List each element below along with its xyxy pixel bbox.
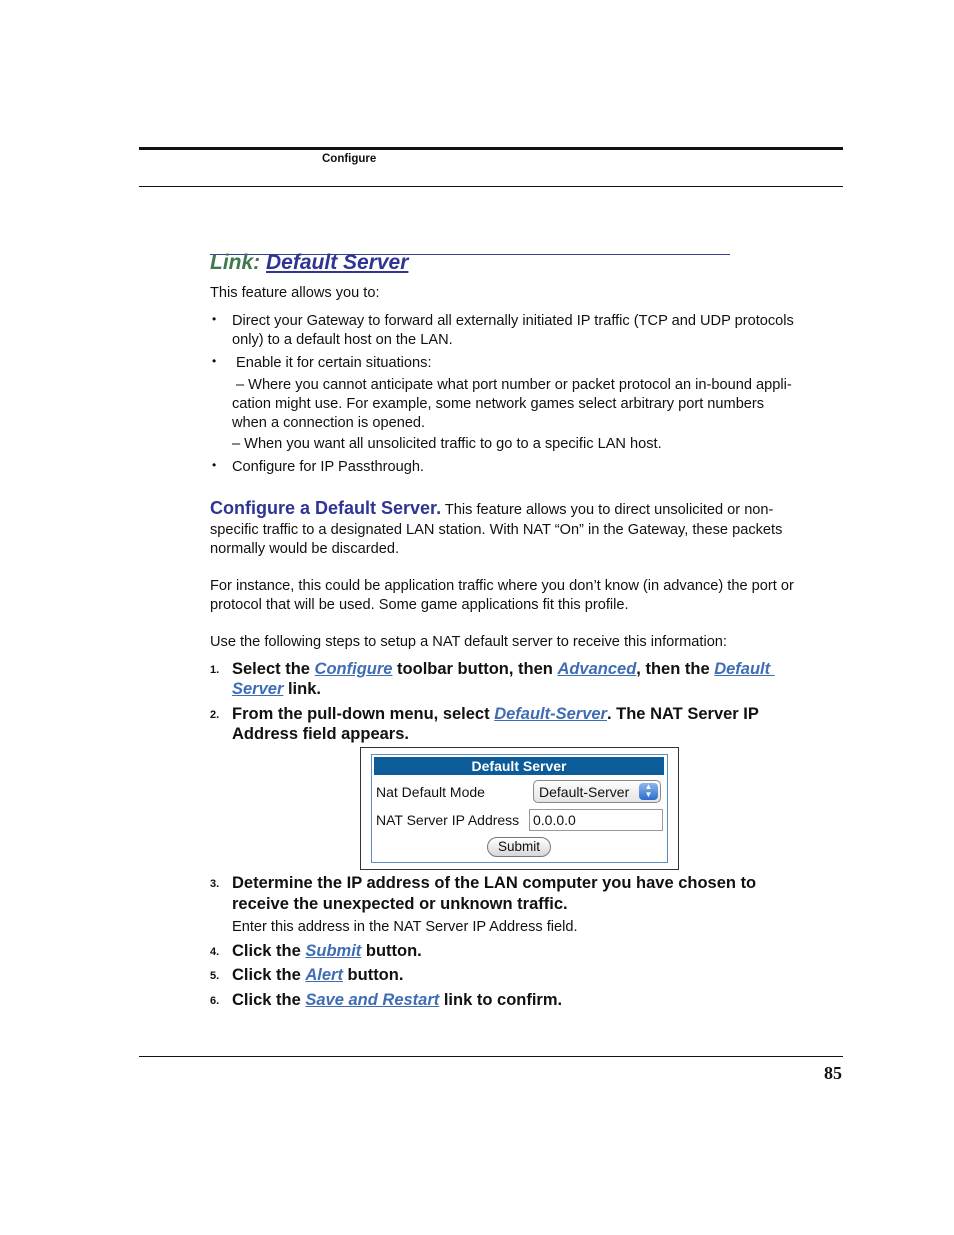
default-server-link-part1[interactable]: Default bbox=[714, 660, 775, 678]
submit-button[interactable]: Submit bbox=[487, 837, 551, 857]
nat-default-mode-value: Default-Server bbox=[539, 784, 630, 800]
step-5-number: 5. bbox=[210, 970, 220, 982]
nat-default-mode-select[interactable] bbox=[533, 780, 661, 803]
bullet-2-sub1-line3: when a connection is opened. bbox=[232, 415, 426, 431]
step-1-text-c: , then the bbox=[636, 660, 715, 678]
step-2-text-b: . The NAT Server IP bbox=[606, 705, 759, 723]
bullet-2-sub2: – When you want all unsolicited traffic to go to a specific LAN host. bbox=[232, 436, 662, 452]
nat-server-ip-label: NAT Server IP Address bbox=[376, 812, 520, 828]
step-1-text-b: toolbar button, then bbox=[392, 660, 558, 678]
nat-server-ip-input[interactable]: 0.0.0.0 bbox=[529, 809, 663, 831]
step-6-line bbox=[232, 990, 562, 1010]
bullet-1-marker: • bbox=[212, 312, 217, 326]
step-6-text-b: link to confirm. bbox=[439, 991, 563, 1009]
step-2-text-a: From the pull-down menu, select bbox=[232, 705, 495, 723]
step-6-text-a: Click the bbox=[232, 991, 306, 1009]
title-prefix: Link: bbox=[210, 251, 261, 274]
section-line2: specific traffic to a designated LAN station. With NAT “On” in the Gateway, these packets bbox=[210, 522, 783, 538]
configure-link[interactable]: Configure bbox=[314, 660, 393, 678]
footer-rule bbox=[139, 1056, 843, 1057]
section-para2-line1: For instance, this could be application traffic where you don’t know (in advance) the port or bbox=[210, 578, 794, 594]
bullet-3-marker: • bbox=[212, 458, 217, 472]
bullet-1-line1: Direct your Gateway to forward all externally initiated IP traffic (TCP and UDP protocols bbox=[232, 313, 794, 329]
step-1-text-a: Select the bbox=[232, 660, 315, 678]
step-2-line2: Address field appears. bbox=[232, 725, 409, 743]
step-1-line1 bbox=[232, 659, 775, 679]
intro-text: This feature allows you to: bbox=[210, 285, 380, 301]
step-1-line2 bbox=[232, 679, 321, 699]
step-1-number: 1. bbox=[210, 664, 220, 676]
section-intro bbox=[210, 499, 773, 520]
page-title bbox=[210, 251, 408, 275]
bullet-2-text: Enable it for certain situations: bbox=[236, 355, 432, 371]
section-line1: This feature allows you to direct unsolicited or non- bbox=[444, 502, 774, 518]
bullet-2-sub1-line2: cation might use. For example, some network games select arbitrary port numbers bbox=[232, 396, 765, 412]
step-1-text-d: link. bbox=[283, 680, 321, 698]
step-5-text-a: Click the bbox=[232, 966, 306, 984]
advanced-link[interactable]: Advanced bbox=[557, 660, 637, 678]
default-server-link-part2[interactable]: Server bbox=[232, 680, 284, 698]
running-head: Configure bbox=[322, 153, 377, 165]
step-3-line1: Determine the IP address of the LAN computer you have chosen to bbox=[232, 874, 757, 892]
alert-link[interactable]: Alert bbox=[305, 966, 343, 984]
bullet-2-marker: • bbox=[212, 354, 217, 368]
step-4-text-b: button. bbox=[361, 942, 422, 960]
step-3-number: 3. bbox=[210, 878, 220, 890]
step-2-line1 bbox=[232, 704, 759, 724]
bullet-2-sub1-line1: – Where you cannot anticipate what port number or packet protocol an in-bound appli- bbox=[236, 377, 792, 393]
submit-link[interactable]: Submit bbox=[305, 942, 362, 960]
title-link-default-server[interactable]: Default Server bbox=[266, 251, 409, 274]
step-3-note: Enter this address in the NAT Server IP Address field. bbox=[232, 919, 578, 935]
step-4-line bbox=[232, 941, 422, 961]
step-6-number: 6. bbox=[210, 995, 220, 1007]
step-4-number: 4. bbox=[210, 946, 220, 958]
section-para2-line2: protocol that will be used. Some game applications fit this profile. bbox=[210, 597, 629, 613]
select-arrows-icon: ▲ ▼ bbox=[639, 783, 658, 800]
step-3-line2: receive the unexpected or unknown traffic. bbox=[232, 895, 568, 913]
step-5-line bbox=[232, 965, 403, 985]
section-para3: Use the following steps to setup a NAT default server to receive this information: bbox=[210, 634, 727, 650]
default-server-option-link[interactable]: Default-Server bbox=[494, 705, 607, 723]
bullet-3-text: Configure for IP Passthrough. bbox=[232, 459, 424, 475]
bullet-1-line2: only) to a default host on the LAN. bbox=[232, 332, 453, 348]
step-2-number: 2. bbox=[210, 709, 220, 721]
header-rule-bottom bbox=[139, 186, 843, 187]
section-line3: normally would be discarded. bbox=[210, 541, 400, 557]
step-5-text-b: button. bbox=[342, 966, 404, 984]
save-and-restart-link[interactable]: Save and Restart bbox=[305, 991, 440, 1009]
dialog-title: Default Server bbox=[374, 757, 664, 775]
header-rule-top bbox=[139, 147, 843, 150]
nat-default-mode-label: Nat Default Mode bbox=[376, 784, 485, 800]
section-heading: Configure a Default Server. bbox=[210, 498, 442, 518]
step-4-text-a: Click the bbox=[232, 942, 306, 960]
page-number: 85 bbox=[824, 1063, 842, 1083]
